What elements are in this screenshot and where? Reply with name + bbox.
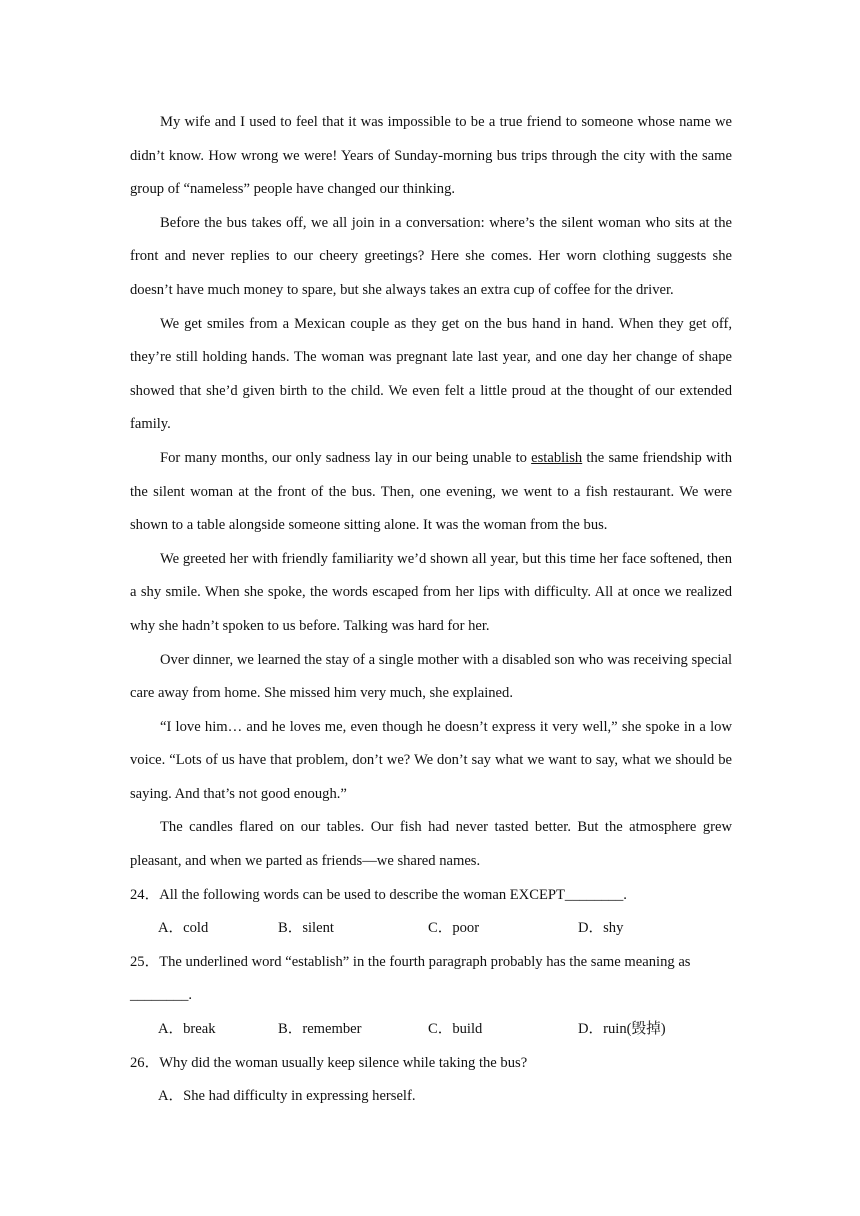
paragraph-4-text-after: the same friendship with the silent woman at the front of the bus. Then, one evening, we went to a fish restaurant. We were shown to a table alongside someone sitting alone. It was the woman from the bus. [130, 449, 732, 534]
passage-paragraph-2: Before the bus takes off, we all join in a conversation: where’s the silent woman who sits at the front and never replies to our cheery greetings? Here she comes. Her worn clothing suggests she doesn’t have much money to spare, but she always takes an extra cup of coffee for the driver. [130, 214, 732, 298]
question-26-options [130, 1080, 732, 1114]
question-26-option-a[interactable]: A．She had difficulty in expressing herself. [158, 1088, 416, 1105]
question-24-option-a[interactable]: A．cold [158, 920, 209, 937]
question-26-stem: 26．Why did the woman usually keep silence while taking the bus? [130, 1054, 528, 1071]
question-24-option-d[interactable]: D．shy [578, 920, 624, 937]
question-25-stem-continued: ________. [130, 987, 193, 1004]
question-25-option-c[interactable]: C．build [428, 1021, 483, 1038]
passage-paragraph-8: The candles flared on our tables. Our fish had never tasted better. But the atmosphere grew pleasant, and when we parted as friends—we shared names. [130, 819, 732, 870]
question-24-option-c[interactable]: C．poor [428, 920, 480, 937]
question-25-option-a[interactable]: A．break [158, 1021, 216, 1038]
passage-paragraph-6: Over dinner, we learned the stay of a single mother with a disabled son who was receiving special care away from home. She missed him very much, she explained. [130, 651, 732, 702]
passage-paragraph-5: We greeted her with friendly familiarity we’d shown all year, but this time her face softened, then a shy smile. When she spoke, the words escaped from her lips with difficulty. All at once we realized why she hadn’t spoken to us before. Talking was hard for her. [130, 550, 732, 634]
passage-paragraph-3: We get smiles from a Mexican couple as they get on the bus hand in hand. When they get off, they’re still holding hands. The woman was pregnant late last year, and one day her change of shape showed that she’d given birth to the child. We even felt a little proud at the thought of our extended family. [130, 315, 732, 433]
passage-paragraph-4 [130, 442, 732, 543]
question-25-option-d[interactable]: D．ruin(毁掉) [578, 1021, 666, 1038]
question-25-options [130, 1013, 732, 1047]
question-25-option-b[interactable]: B．remember [278, 1021, 362, 1038]
question-24-options [130, 912, 732, 946]
question-24-option-b[interactable]: B．silent [278, 920, 334, 937]
question-25-stem: 25．The underlined word “establish” in the fourth paragraph probably has the same meaning as [130, 953, 691, 970]
document-page [130, 106, 732, 1114]
paragraph-4-text-before: For many months, our only sadness lay in our being unable to [160, 449, 532, 466]
underlined-word-establish: establish [531, 449, 583, 466]
passage-paragraph-1: My wife and I used to feel that it was impossible to be a true friend to someone whose name we didn’t know. How wrong we were! Years of Sunday-morning bus trips through the city with the same group of “nameless” people have changed our thinking. [130, 114, 732, 198]
question-24-stem: 24．All the following words can be used to describe the woman EXCEPT________. [130, 886, 627, 903]
passage-paragraph-7: “I love him… and he loves me, even though he doesn’t express it very well,” she spoke in a low voice. “Lots of us have that problem, don’t we? We don’t say what we want to say, what we should be saying. And that’s not good enough.” [130, 718, 732, 802]
